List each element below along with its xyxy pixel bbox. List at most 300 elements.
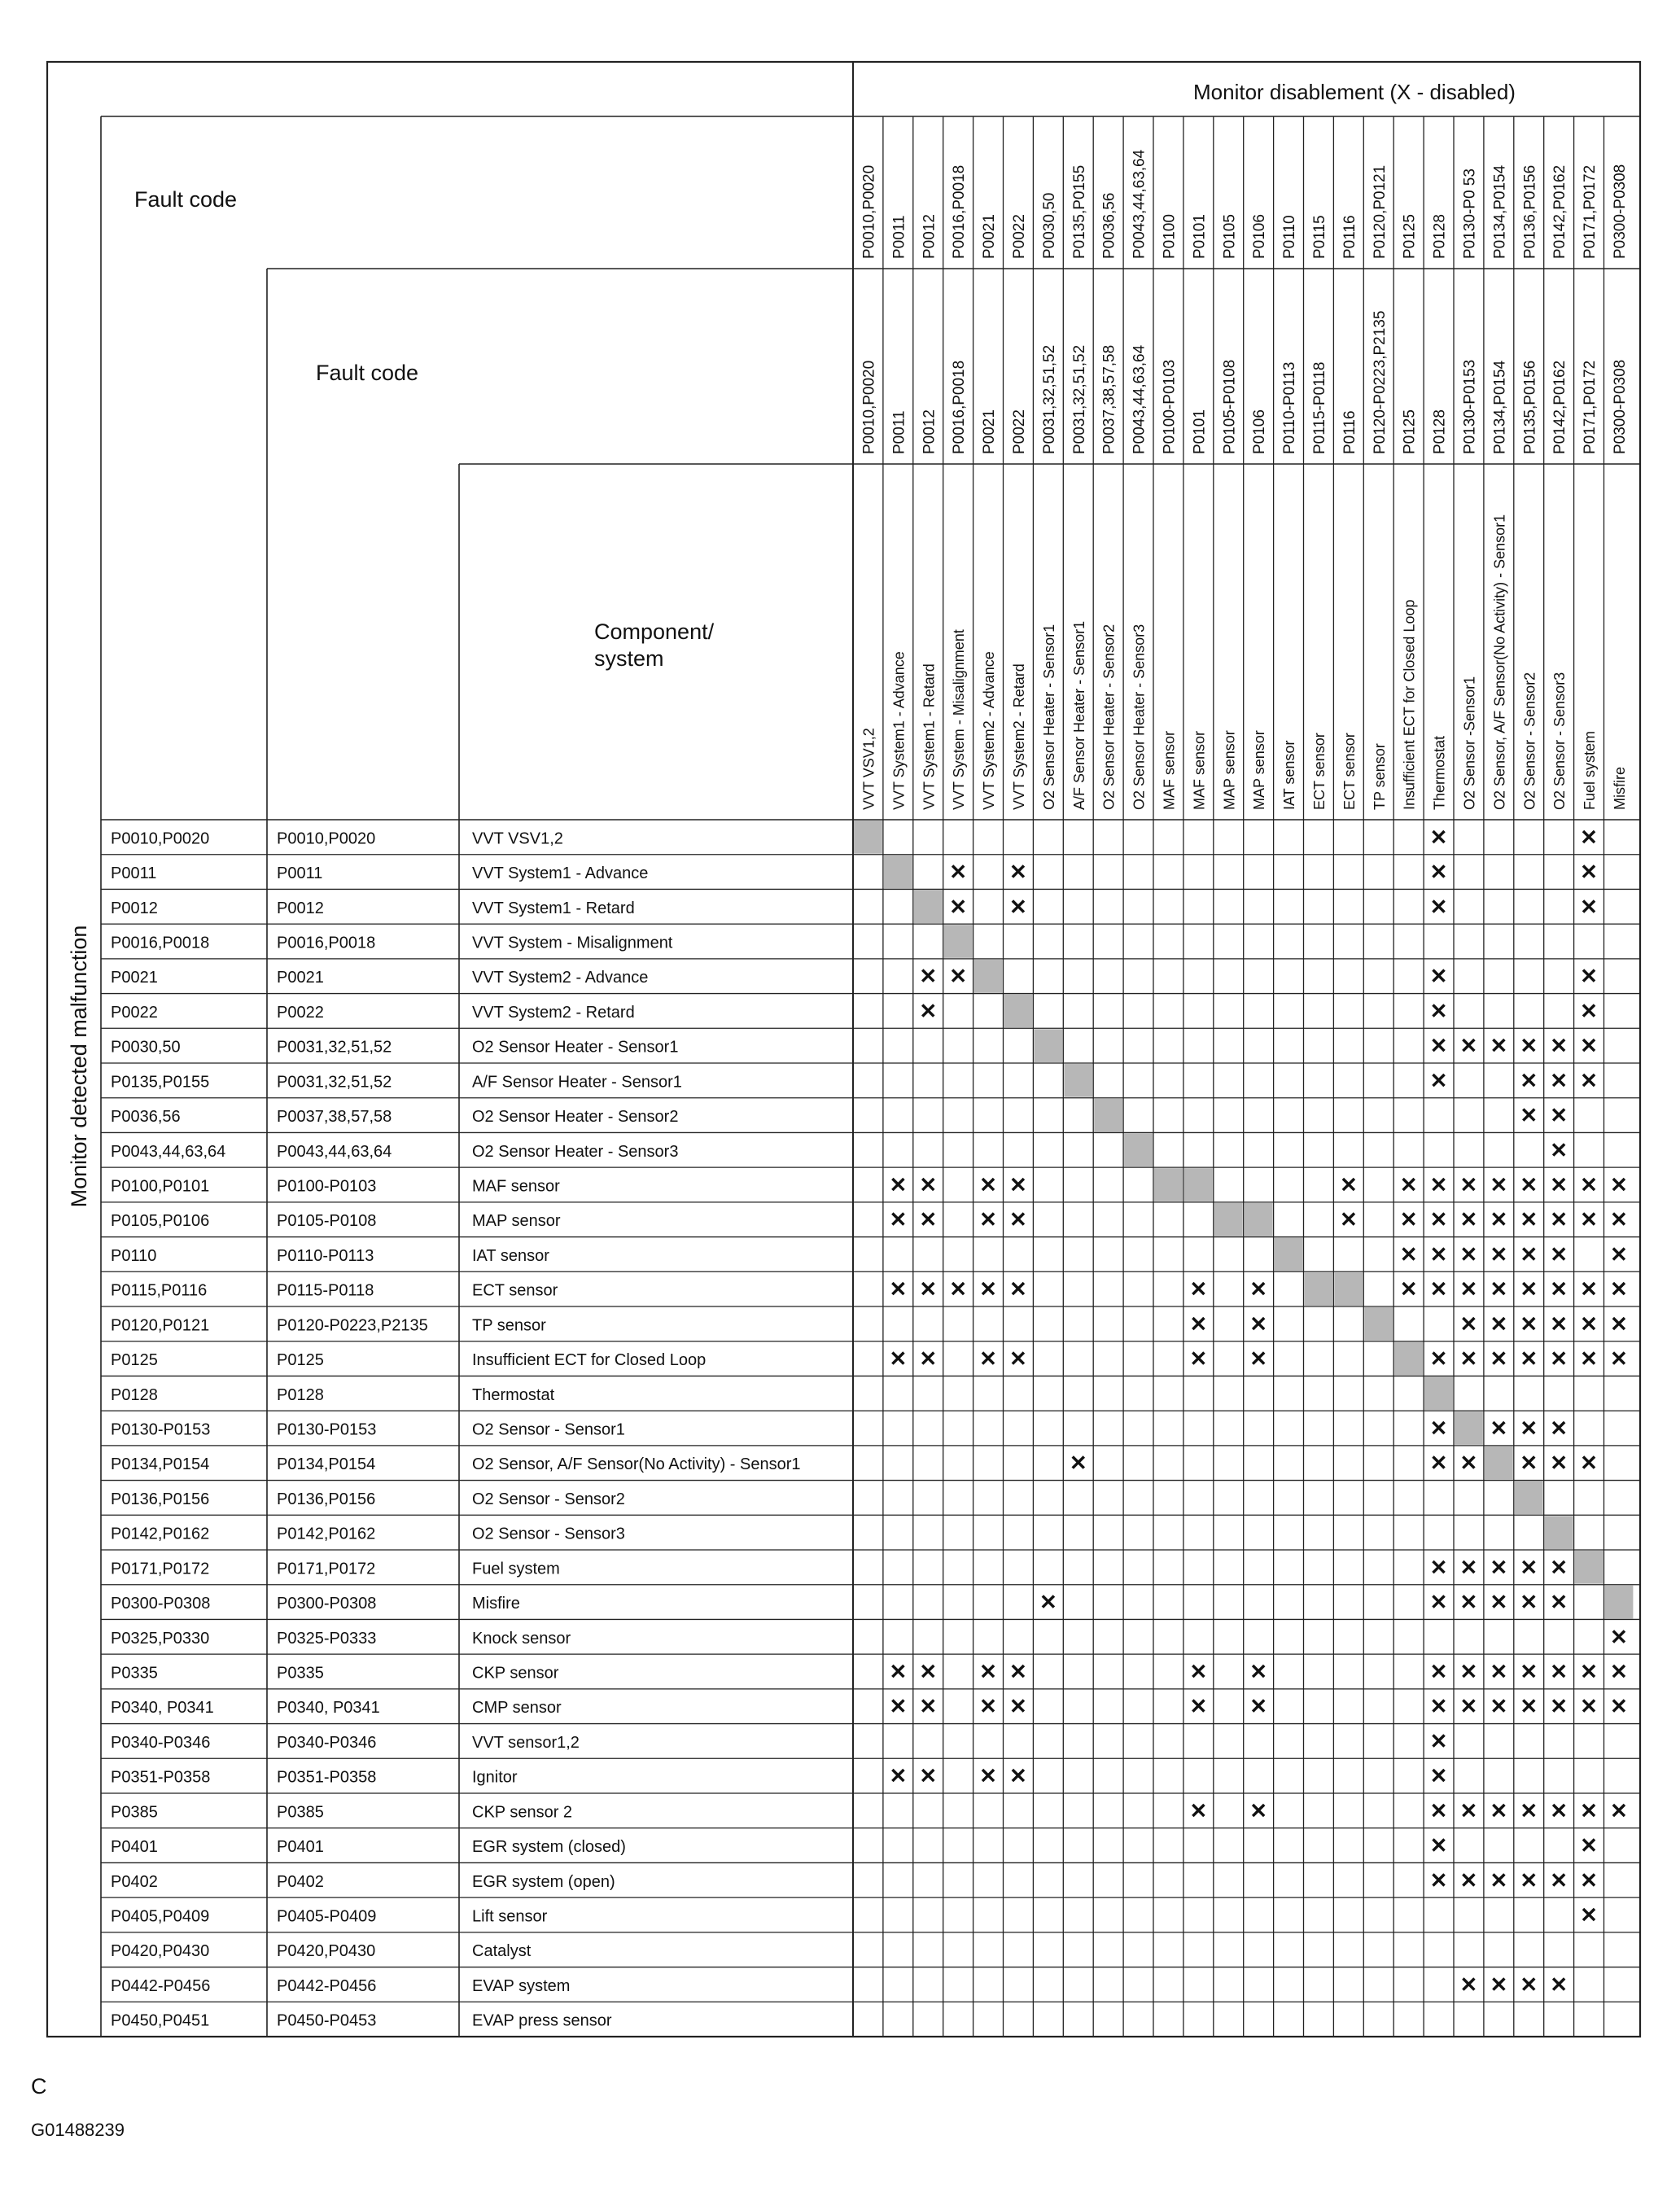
col-code2: P0105-P0108 (1221, 359, 1239, 454)
row-code2: P0012 (277, 899, 324, 917)
x-mark: ✕ (1520, 1207, 1538, 1232)
shaded-cell (1305, 1272, 1333, 1306)
row-component: Misfire (472, 1595, 520, 1613)
x-mark: ✕ (1490, 1172, 1508, 1197)
row-code1: P0130-P0153 (111, 1420, 211, 1439)
col-code1: P0011 (890, 215, 908, 259)
shaded-cell (1424, 1376, 1453, 1410)
x-mark: ✕ (1610, 1694, 1628, 1719)
x-mark: ✕ (1580, 1172, 1598, 1197)
x-mark: ✕ (1249, 1659, 1268, 1684)
x-mark: ✕ (1550, 1103, 1568, 1128)
x-mark: ✕ (979, 1763, 997, 1788)
x-mark: ✕ (1490, 1346, 1508, 1372)
row-component: Lift sensor (472, 1907, 548, 1926)
col-code2: P0016,P0018 (951, 360, 969, 454)
x-mark: ✕ (919, 1207, 938, 1232)
row-code2: P0335 (277, 1664, 324, 1683)
x-mark: ✕ (1520, 1068, 1538, 1093)
x-mark: ✕ (1189, 1694, 1208, 1719)
row-code1: P0335 (111, 1664, 158, 1683)
x-mark: ✕ (1580, 1451, 1598, 1476)
x-mark: ✕ (1550, 1346, 1568, 1372)
shaded-cell (1034, 1029, 1062, 1062)
x-mark: ✕ (919, 1346, 938, 1372)
col-code2: P0022 (1010, 409, 1028, 454)
x-mark: ✕ (1580, 1276, 1598, 1302)
col-code1: P0036,56 (1100, 192, 1118, 259)
x-mark: ✕ (1459, 1346, 1478, 1372)
x-mark: ✕ (1039, 1590, 1057, 1615)
col-code2: P0171,P0172 (1582, 360, 1599, 454)
x-mark: ✕ (1550, 1416, 1568, 1441)
x-mark: ✕ (1459, 1311, 1478, 1337)
x-mark: ✕ (889, 1172, 908, 1197)
row-component: VVT System - Misalignment (472, 934, 673, 952)
row-code2: P0043,44,63,64 (277, 1142, 392, 1161)
row-code1: P0011 (111, 864, 157, 883)
col-code1: P0016,P0018 (951, 164, 969, 259)
x-mark: ✕ (1550, 1867, 1568, 1893)
x-mark: ✕ (1009, 1207, 1027, 1232)
x-mark: ✕ (1550, 1590, 1568, 1615)
x-mark: ✕ (1399, 1172, 1418, 1197)
x-mark: ✕ (1610, 1346, 1628, 1372)
x-mark: ✕ (1580, 1346, 1598, 1372)
row-component: TP sensor (472, 1316, 546, 1335)
x-mark: ✕ (1459, 1798, 1478, 1823)
row-component: Knock sensor (472, 1629, 571, 1648)
row-code1: P0442-P0456 (111, 1976, 211, 1995)
row-component: EGR system (open) (472, 1872, 615, 1891)
x-mark: ✕ (889, 1276, 908, 1302)
x-mark: ✕ (1399, 1276, 1418, 1302)
col-code1: P0043,44,63,64 (1131, 149, 1148, 259)
x-mark: ✕ (1429, 1590, 1448, 1615)
row-code2: P0340, P0341 (277, 1699, 380, 1718)
col-component: O2 Sensor Heater - Sensor1 (1040, 624, 1057, 810)
x-mark: ✕ (1520, 1346, 1538, 1372)
x-mark: ✕ (1580, 860, 1598, 885)
row-code2: P0401 (277, 1838, 324, 1857)
row-code1: P0401 (111, 1838, 158, 1857)
col-component: O2 Sensor Heater - Sensor3 (1131, 624, 1148, 810)
row-code2: P0300-P0308 (277, 1595, 377, 1613)
side-label-monitor-detected: Monitor detected malfunction (67, 925, 91, 1208)
x-mark: ✕ (1339, 1172, 1358, 1197)
x-mark: ✕ (1490, 1590, 1508, 1615)
row-code1: P0016,P0018 (111, 934, 210, 952)
x-mark: ✕ (1009, 1763, 1027, 1788)
col-code2: P0106 (1251, 409, 1269, 454)
shaded-cell (1064, 1064, 1092, 1097)
shaded-cell (1394, 1342, 1423, 1376)
row-code1: P0385 (111, 1803, 158, 1822)
x-mark: ✕ (1339, 1207, 1358, 1232)
col-component: MAF sensor (1161, 730, 1178, 810)
shaded-cell (1455, 1411, 1483, 1445)
x-mark: ✕ (1610, 1659, 1628, 1684)
x-mark: ✕ (1490, 1311, 1508, 1337)
col-code1: P0030,50 (1040, 192, 1058, 259)
x-mark: ✕ (1610, 1276, 1628, 1302)
x-mark: ✕ (949, 964, 968, 989)
row-component: MAP sensor (472, 1212, 561, 1231)
col-code1: P0100 (1161, 214, 1179, 259)
x-mark: ✕ (1550, 1137, 1568, 1162)
x-mark: ✕ (1520, 1276, 1538, 1302)
shaded-cell (1334, 1272, 1363, 1306)
x-mark: ✕ (1580, 894, 1598, 919)
x-mark: ✕ (1490, 1972, 1508, 1997)
shaded-cell (1515, 1481, 1543, 1515)
x-mark: ✕ (1429, 1798, 1448, 1823)
row-code2: P0130-P0153 (277, 1420, 377, 1439)
col-code1: P0120,P0121 (1371, 164, 1389, 259)
col-component: TP sensor (1371, 743, 1388, 810)
x-mark: ✕ (1550, 1033, 1568, 1058)
x-mark: ✕ (1490, 1694, 1508, 1719)
row-code1: P0134,P0154 (111, 1455, 210, 1474)
col-code1: P0022 (1010, 214, 1028, 259)
col-code2: P0110-P0113 (1281, 361, 1299, 454)
x-mark: ✕ (1520, 1867, 1538, 1893)
x-mark: ✕ (1490, 1659, 1508, 1684)
x-mark: ✕ (1580, 1311, 1598, 1337)
x-mark: ✕ (1490, 1555, 1508, 1580)
col-component: VVT System1 - Retard (921, 663, 938, 810)
header-fault-code-2: Fault code (316, 361, 419, 385)
header-component-system: Component/ system (594, 619, 715, 671)
col-component: MAP sensor (1221, 730, 1238, 810)
x-mark: ✕ (1189, 1346, 1208, 1372)
shaded-cell (1364, 1307, 1393, 1341)
x-mark: ✕ (1550, 1451, 1568, 1476)
x-mark: ✕ (1429, 1659, 1448, 1684)
x-mark: ✕ (1580, 1068, 1598, 1093)
row-code2: P0442-P0456 (277, 1976, 377, 1995)
x-mark: ✕ (889, 1346, 908, 1372)
col-code2: P0037,38,57,58 (1100, 344, 1118, 454)
x-mark: ✕ (1429, 894, 1448, 919)
row-component: EGR system (closed) (472, 1838, 626, 1857)
row-code1: P0105,P0106 (111, 1212, 210, 1231)
col-code2: P0012 (921, 409, 938, 454)
x-mark: ✕ (1610, 1207, 1628, 1232)
x-mark: ✕ (979, 1207, 997, 1232)
x-mark: ✕ (1580, 1659, 1598, 1684)
x-mark: ✕ (1490, 1207, 1508, 1232)
x-mark: ✕ (1550, 1798, 1568, 1823)
x-mark: ✕ (1520, 1555, 1538, 1580)
shaded-cell (1575, 1551, 1603, 1584)
shaded-cell (1124, 1133, 1153, 1166)
row-code1: P0351-P0358 (111, 1768, 211, 1787)
x-mark: ✕ (1009, 1694, 1027, 1719)
x-mark: ✕ (1459, 1241, 1478, 1267)
x-mark: ✕ (1429, 1728, 1448, 1753)
x-mark: ✕ (1399, 1241, 1418, 1267)
x-mark: ✕ (1490, 1798, 1508, 1823)
row-code1: P0402 (111, 1872, 158, 1891)
row-component: O2 Sensor Heater - Sensor1 (472, 1038, 679, 1057)
x-mark: ✕ (1610, 1798, 1628, 1823)
x-mark: ✕ (1550, 1311, 1568, 1337)
x-mark: ✕ (1580, 964, 1598, 989)
col-component: ECT sensor (1310, 733, 1328, 810)
row-component: Ignitor (472, 1768, 518, 1787)
col-code1: P0021 (981, 214, 999, 259)
row-component: Catalyst (472, 1942, 532, 1961)
row-component: O2 Sensor Heater - Sensor3 (472, 1142, 679, 1161)
x-mark: ✕ (1520, 1241, 1538, 1267)
x-mark: ✕ (1490, 1241, 1508, 1267)
x-mark: ✕ (1580, 825, 1598, 850)
x-mark: ✕ (919, 1172, 938, 1197)
shaded-cell (1275, 1238, 1303, 1271)
row-code1: P0450,P0451 (111, 2011, 210, 2030)
x-mark: ✕ (1009, 1346, 1027, 1372)
x-mark: ✕ (1550, 1241, 1568, 1267)
row-code1: P0022 (111, 1003, 158, 1022)
x-mark: ✕ (1610, 1311, 1628, 1337)
row-code2: P0021 (277, 969, 324, 987)
row-code1: P0036,56 (111, 1108, 181, 1127)
row-code1: P0300-P0308 (111, 1595, 211, 1613)
x-mark: ✕ (949, 894, 968, 919)
col-code1: P0110 (1281, 215, 1299, 259)
row-component: Insufficient ECT for Closed Loop (472, 1351, 707, 1370)
x-mark: ✕ (1550, 1172, 1568, 1197)
row-code2: P0115-P0118 (277, 1281, 374, 1300)
col-code2: P0115-P0118 (1310, 361, 1328, 454)
row-code2: P0385 (277, 1803, 324, 1822)
x-mark: ✕ (1580, 1833, 1598, 1858)
x-mark: ✕ (1429, 1694, 1448, 1719)
row-component: MAF sensor (472, 1177, 560, 1196)
x-mark: ✕ (1429, 1867, 1448, 1893)
x-mark: ✕ (1520, 1311, 1538, 1337)
x-mark: ✕ (889, 1659, 908, 1684)
col-code2: P0120-P0223,P2135 (1371, 310, 1389, 454)
col-code2: P0125 (1401, 409, 1419, 454)
row-code1: P0115,P0116 (111, 1281, 208, 1300)
col-component: MAF sensor (1191, 730, 1208, 810)
col-component: Fuel system (1582, 730, 1599, 810)
x-mark: ✕ (1069, 1451, 1087, 1476)
col-component: O2 Sensor, A/F Sensor(No Activity) - Sensor1 (1491, 514, 1508, 810)
row-component: O2 Sensor - Sensor3 (472, 1525, 625, 1543)
row-code2: P0134,P0154 (277, 1455, 376, 1474)
row-code2: P0022 (277, 1003, 324, 1022)
x-mark: ✕ (1249, 1694, 1268, 1719)
shaded-cell (944, 925, 973, 958)
row-code2: P0405-P0409 (277, 1907, 377, 1926)
col-code1: P0101 (1191, 214, 1209, 259)
x-mark: ✕ (1249, 1276, 1268, 1302)
x-mark: ✕ (1459, 1207, 1478, 1232)
row-code2: P0010,P0020 (277, 829, 376, 848)
col-code2: P0130-P0153 (1461, 359, 1479, 454)
x-mark: ✕ (1520, 1590, 1538, 1615)
x-mark: ✕ (1429, 1451, 1448, 1476)
x-mark: ✕ (919, 1276, 938, 1302)
x-mark: ✕ (1429, 1033, 1448, 1058)
x-mark: ✕ (889, 1694, 908, 1719)
col-code1: P0105 (1221, 214, 1239, 259)
x-mark: ✕ (1550, 1068, 1568, 1093)
col-code1: P0116 (1341, 215, 1358, 259)
x-mark: ✕ (1520, 1416, 1538, 1441)
col-component: Thermostat (1431, 735, 1448, 810)
x-mark: ✕ (1610, 1241, 1628, 1267)
x-mark: ✕ (919, 1659, 938, 1684)
shaded-cell (1184, 1168, 1213, 1201)
col-code2: P0100-P0103 (1161, 359, 1179, 454)
col-code1: P0010,P0020 (860, 164, 878, 259)
x-mark: ✕ (1009, 1276, 1027, 1302)
col-component: MAP sensor (1251, 730, 1268, 810)
col-component: VVT System - Misalignment (951, 629, 968, 810)
row-component: EVAP press sensor (472, 2011, 612, 2030)
x-mark: ✕ (1520, 1172, 1538, 1197)
x-mark: ✕ (1249, 1798, 1268, 1823)
x-mark: ✕ (1580, 1207, 1598, 1232)
x-mark: ✕ (979, 1694, 997, 1719)
header-title: Monitor disablement (X - disabled) (1193, 80, 1516, 104)
shaded-cell (974, 960, 1003, 993)
x-mark: ✕ (919, 998, 938, 1023)
x-mark: ✕ (1459, 1867, 1478, 1893)
x-mark: ✕ (1490, 1416, 1508, 1441)
x-mark: ✕ (919, 1763, 938, 1788)
col-code2: P0031,32,51,52 (1040, 344, 1058, 454)
x-mark: ✕ (1429, 1068, 1448, 1093)
x-mark: ✕ (1459, 1555, 1478, 1580)
x-mark: ✕ (949, 860, 968, 885)
x-mark: ✕ (1249, 1346, 1268, 1372)
row-code1: P0021 (111, 969, 158, 987)
shaded-cell (1545, 1516, 1573, 1549)
row-code1: P0135,P0155 (111, 1073, 210, 1092)
x-mark: ✕ (1550, 1207, 1568, 1232)
col-component: O2 Sensor -Sensor1 (1461, 676, 1478, 810)
x-mark: ✕ (979, 1276, 997, 1302)
col-component: O2 Sensor - Sensor3 (1551, 672, 1568, 810)
row-code2: P0142,P0162 (277, 1525, 376, 1543)
x-mark: ✕ (1580, 1902, 1598, 1928)
col-code1: P0142,P0162 (1551, 164, 1569, 259)
x-mark: ✕ (919, 1694, 938, 1719)
x-mark: ✕ (1429, 998, 1448, 1023)
x-mark: ✕ (1459, 1659, 1478, 1684)
x-mark: ✕ (1429, 1207, 1448, 1232)
shaded-cell (1154, 1168, 1183, 1201)
row-component: Fuel system (472, 1560, 560, 1578)
shaded-cell (1094, 1099, 1122, 1132)
row-code1: P0142,P0162 (111, 1525, 210, 1543)
x-mark: ✕ (1459, 1451, 1478, 1476)
x-mark: ✕ (1429, 964, 1448, 989)
row-code1: P0340-P0346 (111, 1733, 211, 1752)
x-mark: ✕ (1550, 1972, 1568, 1997)
row-code2: P0031,32,51,52 (277, 1073, 392, 1092)
col-code1: P0134,P0154 (1491, 164, 1509, 259)
col-code1: P0128 (1431, 214, 1449, 259)
row-code1: P0100,P0101 (111, 1177, 210, 1196)
x-mark: ✕ (1580, 1694, 1598, 1719)
col-component: O2 Sensor - Sensor2 (1521, 672, 1538, 810)
x-mark: ✕ (1520, 1451, 1538, 1476)
shaded-cell (884, 856, 912, 889)
shaded-cell (1605, 1586, 1634, 1619)
row-component: O2 Sensor Heater - Sensor2 (472, 1108, 679, 1127)
x-mark: ✕ (1520, 1694, 1538, 1719)
x-mark: ✕ (1520, 1798, 1538, 1823)
col-code2: P0031,32,51,52 (1070, 344, 1088, 454)
x-mark: ✕ (1459, 1276, 1478, 1302)
x-mark: ✕ (1610, 1172, 1628, 1197)
row-component: O2 Sensor - Sensor1 (472, 1420, 625, 1439)
col-code1: P0130-P0 53 (1461, 168, 1479, 259)
x-mark: ✕ (1399, 1207, 1418, 1232)
x-mark: ✕ (1459, 1972, 1478, 1997)
x-mark: ✕ (1490, 1867, 1508, 1893)
x-mark: ✕ (949, 1276, 968, 1302)
col-code1: P0125 (1401, 214, 1419, 259)
col-code2: P0116 (1341, 410, 1358, 454)
row-component: VVT System1 - Retard (472, 899, 635, 917)
x-mark: ✕ (1429, 1346, 1448, 1372)
row-code1: P0340, P0341 (111, 1699, 214, 1718)
col-component: Misfire (1611, 767, 1628, 810)
x-mark: ✕ (1580, 1798, 1598, 1823)
x-mark: ✕ (1429, 1416, 1448, 1441)
x-mark: ✕ (1580, 1033, 1598, 1058)
x-mark: ✕ (1550, 1276, 1568, 1302)
x-mark: ✕ (1429, 825, 1448, 850)
row-component: CKP sensor 2 (472, 1803, 573, 1822)
col-code2: P0300-P0308 (1611, 359, 1629, 454)
x-mark: ✕ (1550, 1555, 1568, 1580)
shaded-cell (1245, 1203, 1273, 1236)
row-component: O2 Sensor - Sensor2 (472, 1490, 625, 1508)
x-mark: ✕ (1429, 1555, 1448, 1580)
x-mark: ✕ (1490, 1033, 1508, 1058)
col-code1: P0171,P0172 (1582, 164, 1599, 259)
row-component: CKP sensor (472, 1664, 559, 1683)
col-component: Insufficient ECT for Closed Loop (1401, 599, 1418, 810)
x-mark: ✕ (979, 1172, 997, 1197)
row-code1: P0030,50 (111, 1038, 181, 1057)
x-mark: ✕ (1189, 1311, 1208, 1337)
row-component: VVT System1 - Advance (472, 864, 649, 883)
x-mark: ✕ (1580, 998, 1598, 1023)
row-code1: P0010,P0020 (111, 829, 210, 848)
row-code1: P0171,P0172 (111, 1560, 210, 1578)
shaded-cell (1485, 1446, 1513, 1480)
x-mark: ✕ (889, 1763, 908, 1788)
row-code1: P0420,P0430 (111, 1942, 210, 1961)
x-mark: ✕ (1429, 860, 1448, 885)
caption-letter: C (31, 2074, 47, 2099)
col-code2: P0011 (890, 410, 908, 454)
row-code1: P0125 (111, 1351, 158, 1370)
col-component: ECT sensor (1341, 733, 1358, 810)
row-code2: P0351-P0358 (277, 1768, 377, 1787)
row-code2: P0125 (277, 1351, 324, 1370)
row-component: EVAP system (472, 1976, 571, 1995)
